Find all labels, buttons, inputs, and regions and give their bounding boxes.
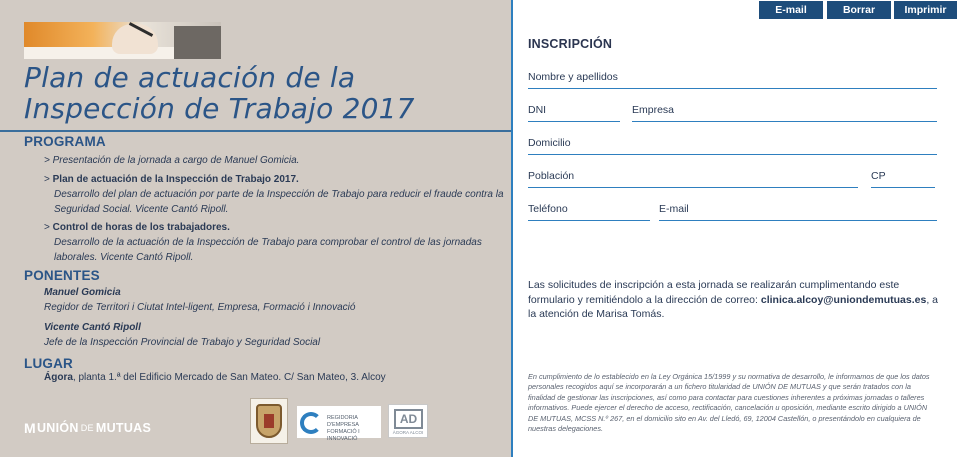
empresa-label: Empresa <box>632 104 675 116</box>
event-title <box>24 62 494 124</box>
ponentes-heading: PONENTES <box>24 268 100 283</box>
nombre-input[interactable] <box>637 73 937 87</box>
email-button[interactable]: E-mail <box>759 1 823 19</box>
empresa-field <box>632 104 937 122</box>
agora-ad-icon: AD <box>394 409 423 429</box>
dni-input[interactable] <box>550 106 620 120</box>
email-field <box>659 203 937 221</box>
domicilio-input[interactable] <box>597 139 937 153</box>
programa-item-1-speaker: Manuel Gomicia. <box>224 155 300 166</box>
alcoy-crest-logo <box>250 398 288 444</box>
programa-item-1 <box>44 153 504 168</box>
telefono-label: Teléfono <box>528 203 568 215</box>
ponente-1-name: Manuel Gomicia <box>44 287 121 298</box>
title-divider <box>0 130 512 132</box>
lugar-venue: Ágora <box>44 372 73 383</box>
event-title-line2: Inspección de Trabajo 2017 <box>24 92 415 125</box>
programa-item-2 <box>44 172 504 217</box>
ponente-2-name: Vicente Cantó Ripoll <box>44 322 141 333</box>
event-title-line1: Plan de actuación de la <box>24 61 356 94</box>
nombre-field <box>528 71 937 89</box>
ponente-2-role: Jefe de la Inspección Provincial de Trabajo y Seguridad Social <box>44 337 321 348</box>
programa-item-2-speaker: Vicente Cantó Ripoll. <box>135 204 229 215</box>
cp-label: CP <box>871 170 886 182</box>
crest-shield-icon <box>256 404 282 438</box>
programa-item-1-prefix: > <box>44 155 53 166</box>
form-title: INSCRIPCIÓN <box>528 37 613 51</box>
poblacion-field <box>528 170 858 188</box>
telefono-field <box>528 203 650 221</box>
agora-logo: AD ÀGORA ALCOI <box>388 404 428 438</box>
submission-info-text-end: , a la atención de Marisa Tomás. <box>528 293 938 320</box>
email-label: E-mail <box>659 203 689 215</box>
print-button[interactable]: Imprimir <box>894 1 957 19</box>
lugar-address-text: , planta 1.ª del Edificio Mercado de San Mateo. C/ San Mateo, 3. Alcoy <box>72 372 386 383</box>
programa-item-2-desc: Desarrollo del plan de actuación por parte de la Inspección de Trabajo para reducir el fraude contra la Seguridad Social. <box>54 189 504 215</box>
email-input[interactable] <box>707 205 937 219</box>
cp-field <box>871 170 935 188</box>
lugar-heading: LUGAR <box>24 356 73 371</box>
ponente-1-role: Regidor de Territori i Ciutat Intel-ligent, Empresa, Formació i Innovació <box>44 302 356 313</box>
programa-item-3-speaker: Vicente Cantó Ripoll. <box>100 252 194 263</box>
regidoria-logo: REGIDORIA D'EMPRESA FORMACIÓ I INNOVACIÓ <box>297 406 381 438</box>
header-photo <box>24 22 221 59</box>
ponente-2 <box>44 320 504 350</box>
submission-info <box>528 278 938 322</box>
telefono-input[interactable] <box>580 205 650 219</box>
dni-field <box>528 104 620 122</box>
submission-info-text: Las solicitudes de inscripción a esta jornada se realizarán cumplimentando este formulario y remitiéndolo a la dirección de correo: <box>528 279 900 306</box>
clear-button[interactable]: Borrar <box>827 1 891 19</box>
programa-heading: PROGRAMA <box>24 134 106 149</box>
nombre-label: Nombre y apellidos <box>528 71 618 83</box>
programa-item-3 <box>44 220 504 265</box>
poblacion-label: Población <box>528 170 575 182</box>
programa-item-1-text: Presentación de la jornada a cargo de <box>52 155 225 166</box>
empresa-input[interactable] <box>687 106 937 120</box>
poblacion-input[interactable] <box>588 172 858 186</box>
lugar-address <box>44 370 504 385</box>
domicilio-field <box>528 137 937 155</box>
union-de-mutuas-logo: M UNIÓN DE MUTUAS <box>24 420 152 436</box>
programa-item-2-prefix: > <box>44 174 53 185</box>
programa-item-3-desc: Desarrollo de la actuación de la Inspección de Trabajo para comprobar el control de las jornadas laborales. <box>54 237 482 263</box>
domicilio-label: Domicilio <box>528 137 571 149</box>
ponente-1 <box>44 285 504 315</box>
panel-divider <box>511 0 513 457</box>
cp-input[interactable] <box>891 172 935 186</box>
programa-item-2-title: Plan de actuación de la Inspección de Trabajo 2017. <box>52 174 299 185</box>
union-mark-icon: M <box>24 420 36 436</box>
legal-notice: En cumplimiento de lo establecido en la Ley Orgánica 15/1999 y su normativa de desarrollo, le informamos de que los datos personales recogidos aquí se incorporarán a un fichero titularidad de UNIÓN DE MUTUAS y que serán tratados con la finalidad de gestionar las inscripciones, así como para contactar para cuestiones inherentes a próximas jornadas o talleres informativos. Puede ejercer el derecho de acceso, rectificación, cancelación u oposición, mediante escrito dirigido a UNIÓN DE MUTUAS, MCSS N.º 267, en el domicilio sito en Av. del Lledó, 69, 12004 Castellón, o presentándolo en cualquiera de nuestras delegaciones. <box>528 372 930 434</box>
programa-item-3-prefix: > <box>44 222 53 233</box>
dni-label: DNI <box>528 104 547 116</box>
programa-item-3-title: Control de horas de los trabajadores. <box>52 222 230 233</box>
regidoria-circle-icon <box>300 412 322 434</box>
contact-email-link[interactable]: clinica.alcoy@uniondemutuas.es <box>760 293 927 306</box>
